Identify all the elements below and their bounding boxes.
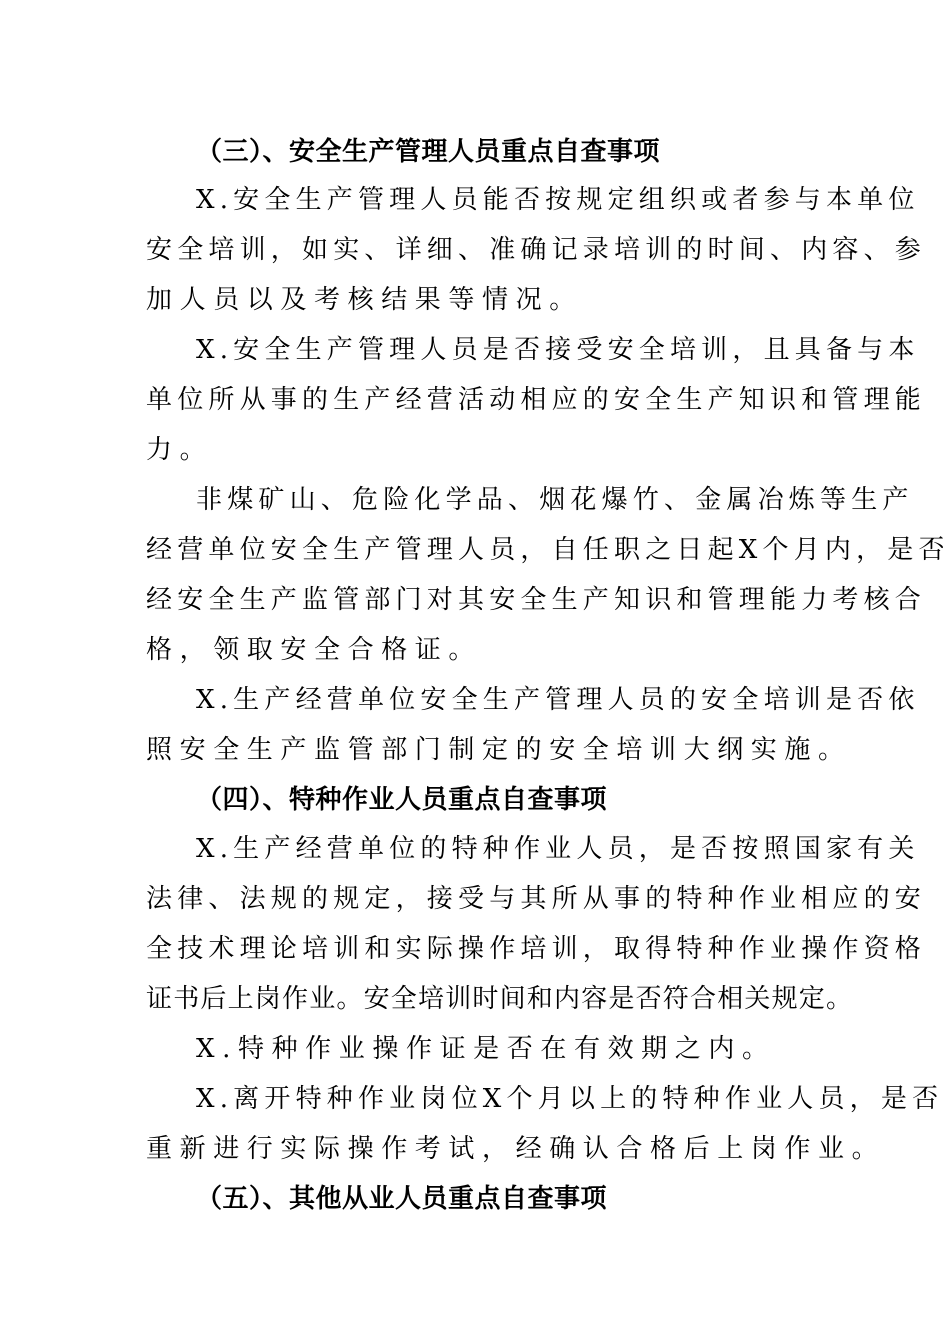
paragraph-line: 全技术理论培训和实际操作培训，取得特种作业操作资格 xyxy=(146,934,927,964)
paragraph-line: 证书后上岗作业。安全培训时间和内容是否符合相关规定。 xyxy=(146,984,854,1014)
section-heading-3: （三）、安全生产管理人员重点自查事项 xyxy=(196,137,661,167)
paragraph-line: 格，领取安全合格证。 xyxy=(146,635,483,665)
paragraph-line: 单位所从事的生产经营活动相应的安全生产知识和管理能 xyxy=(146,385,927,415)
paragraph-line: X.特种作业操作证是否在有效期之内。 xyxy=(196,1034,776,1064)
paragraph-line: 法律、法规的规定，接受与其所从事的特种作业相应的安 xyxy=(146,884,927,914)
paragraph-line: 照安全生产监管部门制定的安全培训大纲实施。 xyxy=(146,735,852,765)
paragraph-line: X.安全生产管理人员能否按规定组织或者参与本单位 xyxy=(196,185,920,215)
paragraph-line: 加人员以及考核结果等情况。 xyxy=(146,285,583,315)
paragraph-line: X.生产经营单位安全生产管理人员的安全培训是否依 xyxy=(196,685,920,715)
paragraph-line: X.生产经营单位的特种作业人员，是否按照国家有关 xyxy=(196,834,920,864)
paragraph-line: 重新进行实际操作考试，经确认合格后上岗作业。 xyxy=(146,1134,886,1164)
paragraph-line: 力。 xyxy=(146,435,214,465)
section-heading-4: （四）、特种作业人员重点自查事项 xyxy=(196,785,608,815)
paragraph-line: X.安全生产管理人员是否接受安全培训，且具备与本 xyxy=(196,335,920,365)
section-heading-5: （五）、其他从业人员重点自查事项 xyxy=(196,1184,608,1214)
paragraph-line: X.离开特种作业岗位X个月以上的特种作业人员，是否 xyxy=(196,1084,944,1114)
paragraph-line: 安全培训，如实、详细、准确记录培训的时间、内容、参 xyxy=(146,235,927,265)
paragraph-line: 经安全生产监管部门对其安全生产知识和管理能力考核合 xyxy=(146,585,927,615)
paragraph-line: 经营单位安全生产管理人员，自任职之日起X个月内，是否 xyxy=(146,535,950,565)
paragraph-line: 非煤矿山、危险化学品、烟花爆竹、金属冶炼等生产 xyxy=(196,485,914,515)
